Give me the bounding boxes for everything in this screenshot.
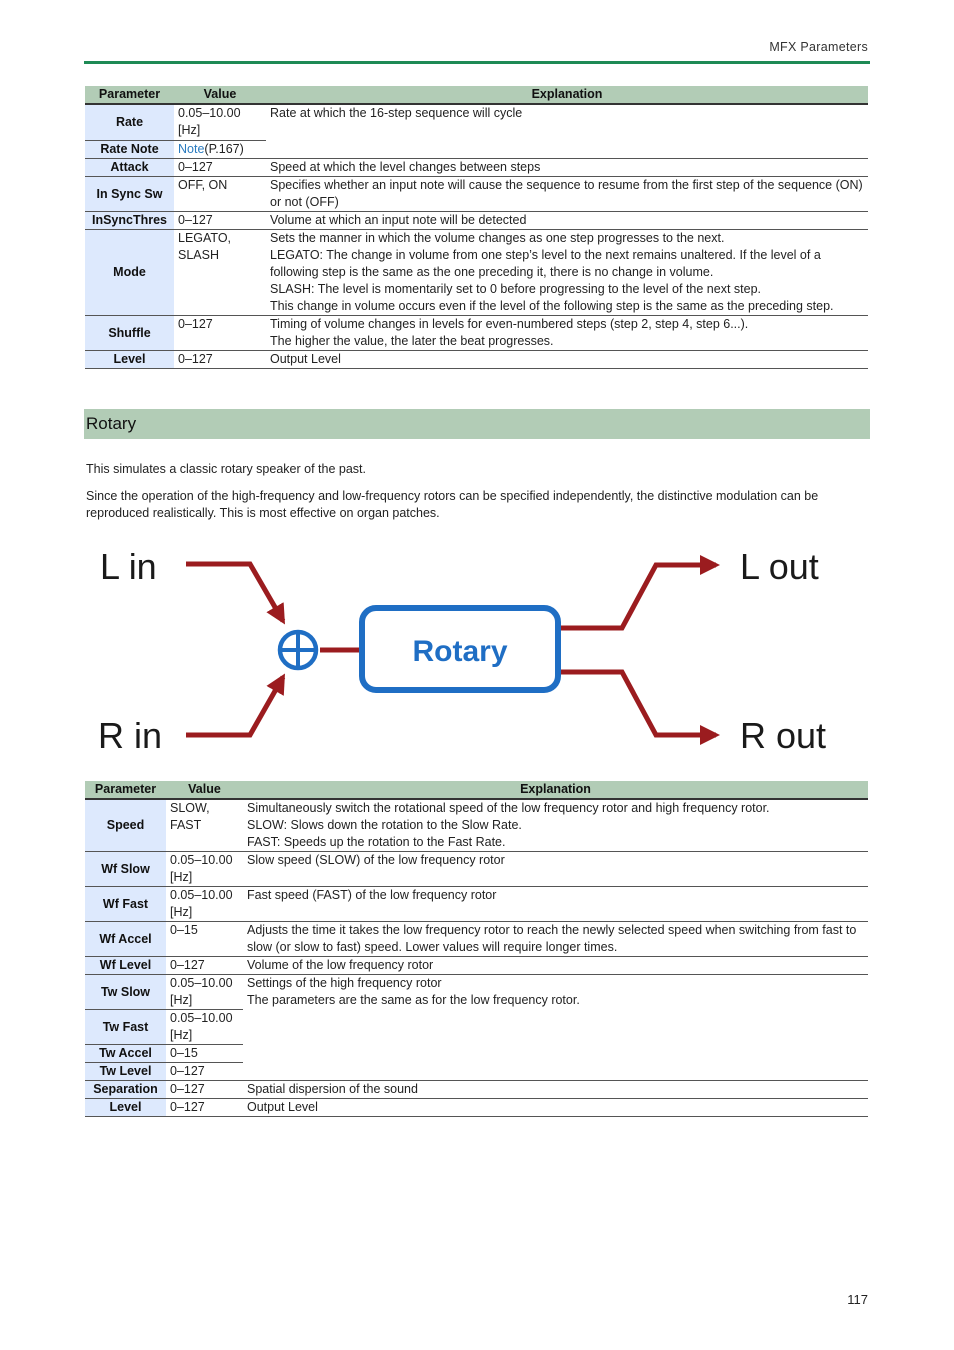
param-explanation: Timing of volume changes in levels for even-numbered steps (step 2, step 4, step 6...). The higher the value, the later the beat progresses. <box>266 316 868 351</box>
page-reference: (P.167) <box>204 142 244 156</box>
param-explanation: Spatial dispersion of the sound <box>243 1081 868 1099</box>
param-name: Rate <box>85 104 174 141</box>
l-out-arrow <box>558 565 716 628</box>
param-name: InSyncThres <box>85 212 174 230</box>
table-header-row <box>85 781 868 799</box>
r-out-label: R out <box>740 715 827 756</box>
table-row <box>85 852 868 887</box>
section-header-band <box>84 409 870 439</box>
rotary-block-label: Rotary <box>412 635 508 668</box>
param-value: 0–127 <box>166 1081 243 1099</box>
section-description-paragraph: Since the operation of the high-frequency and low-frequency rotors can be specified independently, the distinctive modulation can be reproduced realistically. This is most effective on organ patches. <box>86 489 819 520</box>
param-explanation: Sets the manner in which the volume changes as one step progresses to the next. LEGATO: The change in volume from one step’s level to the next remains unaltered. If the level of a following step is the same as the one preceding it, there is no change in volume. SLASH: The level is momentarily set to 0 before progressing to the level of the next step. This change in volume occurs even if the level of the following step is the same as the preceding step. <box>266 230 868 316</box>
column-header-explanation: Explanation <box>243 781 868 799</box>
header-rule <box>84 61 870 64</box>
param-explanation: Fast speed (FAST) of the low frequency rotor <box>243 887 868 922</box>
rotary-signal-flow-diagram <box>84 540 844 765</box>
param-name: Wf Slow <box>85 852 166 887</box>
l-out-label: L out <box>740 546 819 587</box>
param-name: Wf Level <box>85 957 166 975</box>
page-header-title: MFX Parameters <box>769 40 868 54</box>
param-explanation: Adjusts the time it takes the low frequency rotor to reach the newly selected speed when switching from fast to slow (or slow to fast) speed. Lower values will require longer times. <box>243 922 868 957</box>
param-name: Level <box>85 1099 166 1117</box>
param-explanation: Volume at which an input note will be detected <box>266 212 868 230</box>
param-name: Shuffle <box>85 316 174 351</box>
table-row <box>85 799 868 852</box>
param-value: 0.05–10.00 [Hz] <box>166 975 243 1010</box>
param-name: Separation <box>85 1081 166 1099</box>
column-header-value: Value <box>166 781 243 799</box>
param-name: Tw Fast <box>85 1010 166 1045</box>
page-number: 117 <box>847 1292 868 1307</box>
param-value: OFF, ON <box>174 177 266 212</box>
section-intro-paragraph: This simulates a classic rotary speaker of the past. <box>86 462 366 476</box>
column-header-parameter: Parameter <box>85 86 174 104</box>
param-name: Level <box>85 351 174 369</box>
table-row <box>85 316 868 351</box>
param-explanation: Settings of the high frequency rotor The parameters are the same as for the low frequency rotor. <box>243 975 868 1081</box>
r-out-arrow <box>558 672 716 735</box>
table-header-row <box>85 86 868 104</box>
param-value: 0–127 <box>174 316 266 351</box>
param-value: 0–127 <box>174 351 266 369</box>
param-value: 0–15 <box>166 922 243 957</box>
table-row <box>85 957 868 975</box>
param-name: Tw Slow <box>85 975 166 1010</box>
table-row <box>85 104 868 141</box>
l-in-arrow <box>186 564 283 621</box>
table-row <box>85 1081 868 1099</box>
table-row <box>85 212 868 230</box>
column-header-parameter: Parameter <box>85 781 166 799</box>
param-explanation <box>266 141 868 159</box>
param-value: 0–15 <box>166 1045 243 1063</box>
table-row <box>85 975 868 1010</box>
param-name: Attack <box>85 159 174 177</box>
table-row <box>85 351 868 369</box>
param-name: Mode <box>85 230 174 316</box>
note-link[interactable]: Note <box>178 142 205 156</box>
parameter-table-rotary <box>85 781 868 1117</box>
param-name: Wf Accel <box>85 922 166 957</box>
param-value: 0.05–10.00 [Hz] <box>166 852 243 887</box>
param-explanation: Speed at which the level changes between steps <box>266 159 868 177</box>
r-in-label: R in <box>98 715 163 756</box>
section-title: Rotary <box>86 414 137 433</box>
param-name: Speed <box>85 799 166 852</box>
r-in-arrow <box>186 677 283 735</box>
parameter-table-step-modulation <box>85 86 868 369</box>
param-name: Rate Note <box>85 141 174 159</box>
param-value: 0.05–10.00 [Hz] <box>166 1010 243 1045</box>
param-value <box>174 141 266 159</box>
param-name: In Sync Sw <box>85 177 174 212</box>
param-value: 0.05–10.00 [Hz] <box>174 104 266 141</box>
param-value: SLOW, FAST <box>166 799 243 852</box>
column-header-explanation: Explanation <box>266 86 868 104</box>
table-row <box>85 141 868 159</box>
param-explanation: Simultaneously switch the rotational speed of the low frequency rotor and high frequency rotor. SLOW: Slows down the rotation to the Slow Rate. FAST: Speeds up the rotation to the Fast Rate. <box>243 799 868 852</box>
param-explanation: Output Level <box>243 1099 868 1117</box>
table-row <box>85 1099 868 1117</box>
param-value: 0–127 <box>166 957 243 975</box>
l-in-label: L in <box>100 546 157 587</box>
param-explanation: Volume of the low frequency rotor <box>243 957 868 975</box>
column-header-value: Value <box>174 86 266 104</box>
table-row <box>85 887 868 922</box>
param-value: 0–127 <box>174 212 266 230</box>
param-value: 0–127 <box>166 1099 243 1117</box>
param-value: 0–127 <box>174 159 266 177</box>
table-row <box>85 159 868 177</box>
param-name: Tw Accel <box>85 1045 166 1063</box>
table-row <box>85 177 868 212</box>
param-explanation: Slow speed (SLOW) of the low frequency rotor <box>243 852 868 887</box>
mixer-plus-icon <box>280 632 316 668</box>
param-name: Wf Fast <box>85 887 166 922</box>
param-explanation: Output Level <box>266 351 868 369</box>
param-name: Tw Level <box>85 1063 166 1081</box>
param-explanation: Specifies whether an input note will cause the sequence to resume from the first step of the sequence (ON) or not (OFF) <box>266 177 868 212</box>
param-value: LEGATO, SLASH <box>174 230 266 316</box>
param-explanation: Rate at which the 16-step sequence will cycle <box>270 106 523 120</box>
param-value: 0.05–10.00 [Hz] <box>166 887 243 922</box>
table-row <box>85 922 868 957</box>
param-value: 0–127 <box>166 1063 243 1081</box>
table-row <box>85 230 868 316</box>
